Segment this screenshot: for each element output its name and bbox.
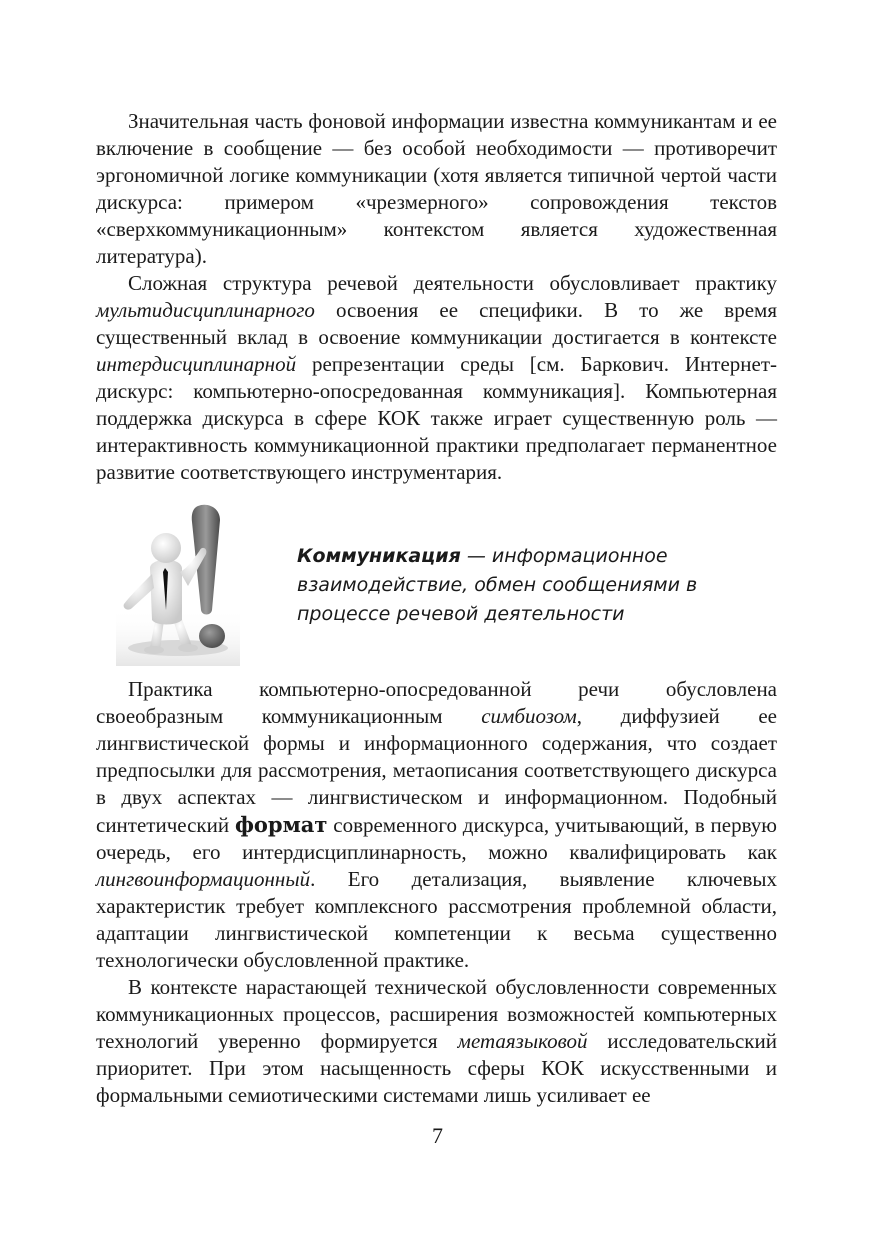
text-segment: формат [234,812,328,837]
text-segment: . Его детализация, выявление ключевых характеристик требует комплексного рассмотрения проблемной области, адаптации лингвистической компетенции к весьма существенно технологически обусловленной практике. [96,867,777,972]
page-number: 7 [432,1123,443,1148]
paragraph [96,270,777,486]
definition-box [297,542,757,629]
text-segment: исследовательский приоритет. При этом насыщенность сферы КОК искусственными и формальными семиотическими системами лишь усиливает ее [96,1029,777,1107]
text-segment: освоения ее специфики. В то же время существенный вклад в освоение коммуникации достигается в контексте [96,298,777,349]
bottom-text-block [96,676,777,1109]
definition-text: — информационное взаимодействие, обмен сообщениями в процессе речевой деятельности [297,545,698,625]
paragraph [96,676,777,974]
text-segment: симбиозом [481,704,577,728]
text-segment: В контексте нарастающей технической обусловленности современных коммуникационных процессов, расширения возможностей компьютерных технологий уверенно формируется [96,975,777,1053]
text-segment: лингвоинформационный [96,867,311,891]
paragraph [96,108,777,270]
text-segment: мультидисциплинарного [96,298,315,322]
text-segment: Сложная структура речевой деятельности обусловливает практику [128,271,777,295]
person-with-exclamation-mark-icon [116,498,240,666]
text-segment: Значительная часть фоновой информации известна коммуникантам и ее включение в сообщение — без особой необходимости — противоречит эргономичной логике коммуникации (хотя является типичной чертой части дискурса: примером «чрезмерного» сопровождения текстов «сверхкоммуникационным» контекстом является художественная литература). [96,109,777,268]
top-text-block [96,108,777,486]
text-segment: современного дискурса, учитывающий, в первую очередь, его интердисциплинарность, можно квалифицировать как [96,813,777,864]
text-segment: метаязыковой [457,1029,588,1053]
paragraph [96,974,777,1109]
definition-term: Коммуникация [297,545,461,567]
text-segment: репрезентации среды [см. Баркович. Интернет-дискурс: компьютерно-опосредованная коммуникация]. Компьютерная поддержка дискурса в сфере КОК также играет существенную роль — интерактивность коммуникационной практики предполагает перманентное развитие соответствующего инструментария. [96,352,777,484]
text-segment: Практика компьютерно-опосредованной речи обусловлена своеобразным коммуникационным [96,677,777,728]
text-segment: , диффузией ее лингвистической формы и информационного содержания, что создает предпосылки для рассмотрения, метаописания соответствующего дискурса в двух аспектах — лингвистическом и информационном. Подобный синтетический [96,704,777,837]
text-segment: интердисциплинарной [96,352,297,376]
